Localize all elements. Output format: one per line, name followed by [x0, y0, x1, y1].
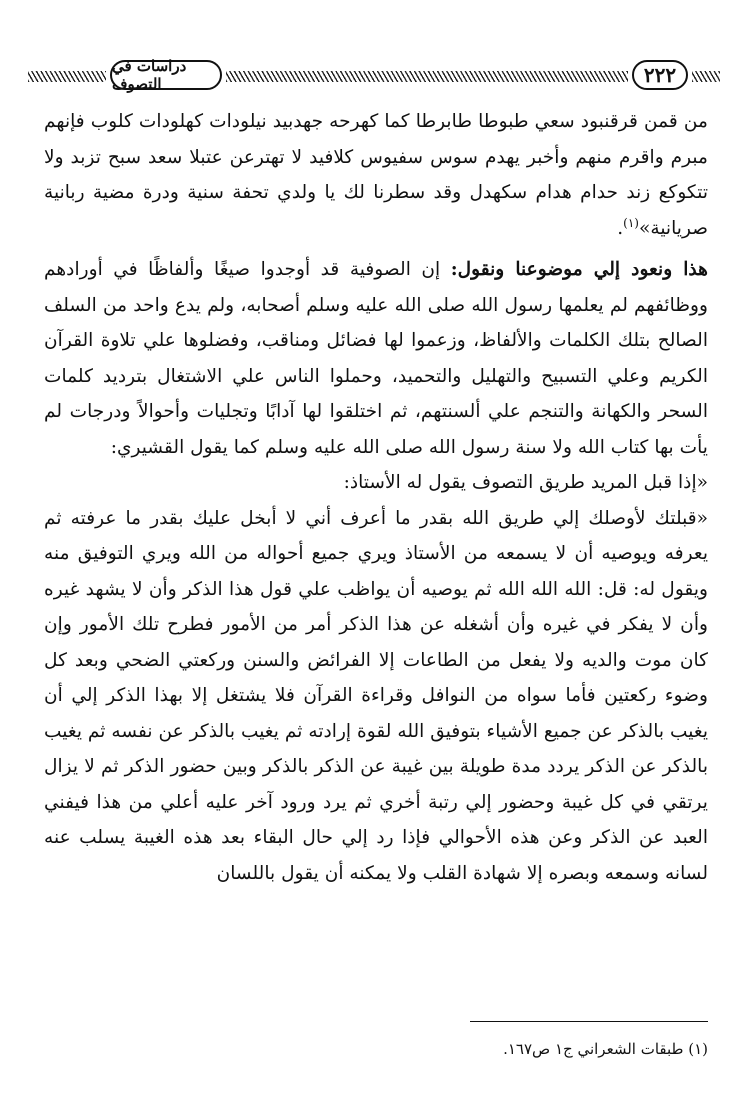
- footnote-divider: [470, 1021, 708, 1022]
- page-body: [44, 104, 708, 891]
- paragraph-1-text: من قمن قرقنبود سعي طبوطا طابرطا كما كهرحه جهدبيد نيلودات كهلودات كلوب فإنهم مبرم واقرم منهم وأخبر يهدم سوس سفيوس كلافيد لا تهترعن عتبلا سعد سبح تزبد ولا تتكوكع زند حدام هدام سكهدل وقد سطرنا لك يا ولدي تحفة سنية ودرة مضية ربانية صريانية»: [44, 111, 708, 239]
- paragraph-2: [44, 252, 708, 465]
- footnote-reference: (١): [623, 215, 639, 230]
- paragraph-1-end: .: [617, 217, 624, 239]
- footnote: (١) طبقات الشعراني ج١ ص١٦٧.: [503, 1040, 708, 1058]
- header-ornament-right: [692, 71, 720, 82]
- book-title: دراسات في التصوف: [110, 60, 222, 90]
- paragraph-2-lead: هذا ونعود إلي موضوعنا ونقول:: [450, 259, 708, 280]
- header-ornament-left: [28, 71, 106, 82]
- paragraph-2-text: إن الصوفية قد أوجدوا صيغًا وألفاظًا في أورادهم ووظائفهم لم يعلمها رسول الله صلى الله عليه وسلم أصحابه، ولم يدع واحد من السلف الصالح بتلك الكلمات والألفاظ، وزعموا لها فضائل ومناقب، وفضلوها علي تلاوة القرآن الكريم وعلي التسبيح والتهليل والتحميد، وحملوا الناس علي الاشتغال بترديد كلمات السحر والكهانة والتنجم علي ألسنتهم، ثم اختلقوا لها آدابًا وتجليات وأحوالاً ودرجات لم يأت بها كتاب الله ولا سنة رسول الله صلى الله عليه وسلم كما يقول القشيري:: [44, 259, 708, 458]
- paragraph-4: «قبلتك لأوصلك إلي طريق الله بقدر ما أعرف أني لا أبخل عليك بقدر ما عرفته ثم يعرفه ويوصيه أن لا يسمعه من الأستاذ ويري جميع أحواله من الله ويري التوفيق منه ويقول له: قل: الله الله الله ثم يوصيه أن يواظب علي قول هذا الذكر وأن لا يشهد غيره وأن لا يفكر في غيره وأن أشغله عن هذا الذكر أمر من الأمور فطرح تلك الأمور وإن كان موت والديه ولا يفعل من الطاعات إلا الفرائض والسنن وركعتي الضحي وبعد كل وضوء ركعتين فأما سواه من النوافل وقراءة القرآن فلا يشتغل إلا بهذا الذكر إلي أن يغيب بالذكر عن جميع الأشياء بتوفيق الله لقوة إرادته ثم يغيب بالذكر عن نفسه ثم يغيب بالذكر عن الذكر يردد مدة طويلة بين غيبة عن الذكر بالذكر وبين حضور الذكر ثم لا يزال يرتقي في كل غيبة وحضور إلي رتبة أخري ثم يرد ورود آخر عليه أعلي من هذا فيفني العبد عن الذكر وعن هذه الأحوالي فإذا رد إلي حال البقاء بعد هذه الغيبة يسلب عنه لسانه وسمعه وبصره إلا شهادة القلب ولا يمكنه أن يقول باللسان: [44, 507, 708, 884]
- page-number: ٢٢٢: [632, 60, 688, 90]
- paragraph-1: [44, 104, 708, 246]
- page-header: [28, 58, 720, 94]
- paragraph-3: «إذا قبل المريد طريق التصوف يقول له الأستاذ:: [343, 472, 708, 493]
- header-ornament-middle: [226, 71, 628, 82]
